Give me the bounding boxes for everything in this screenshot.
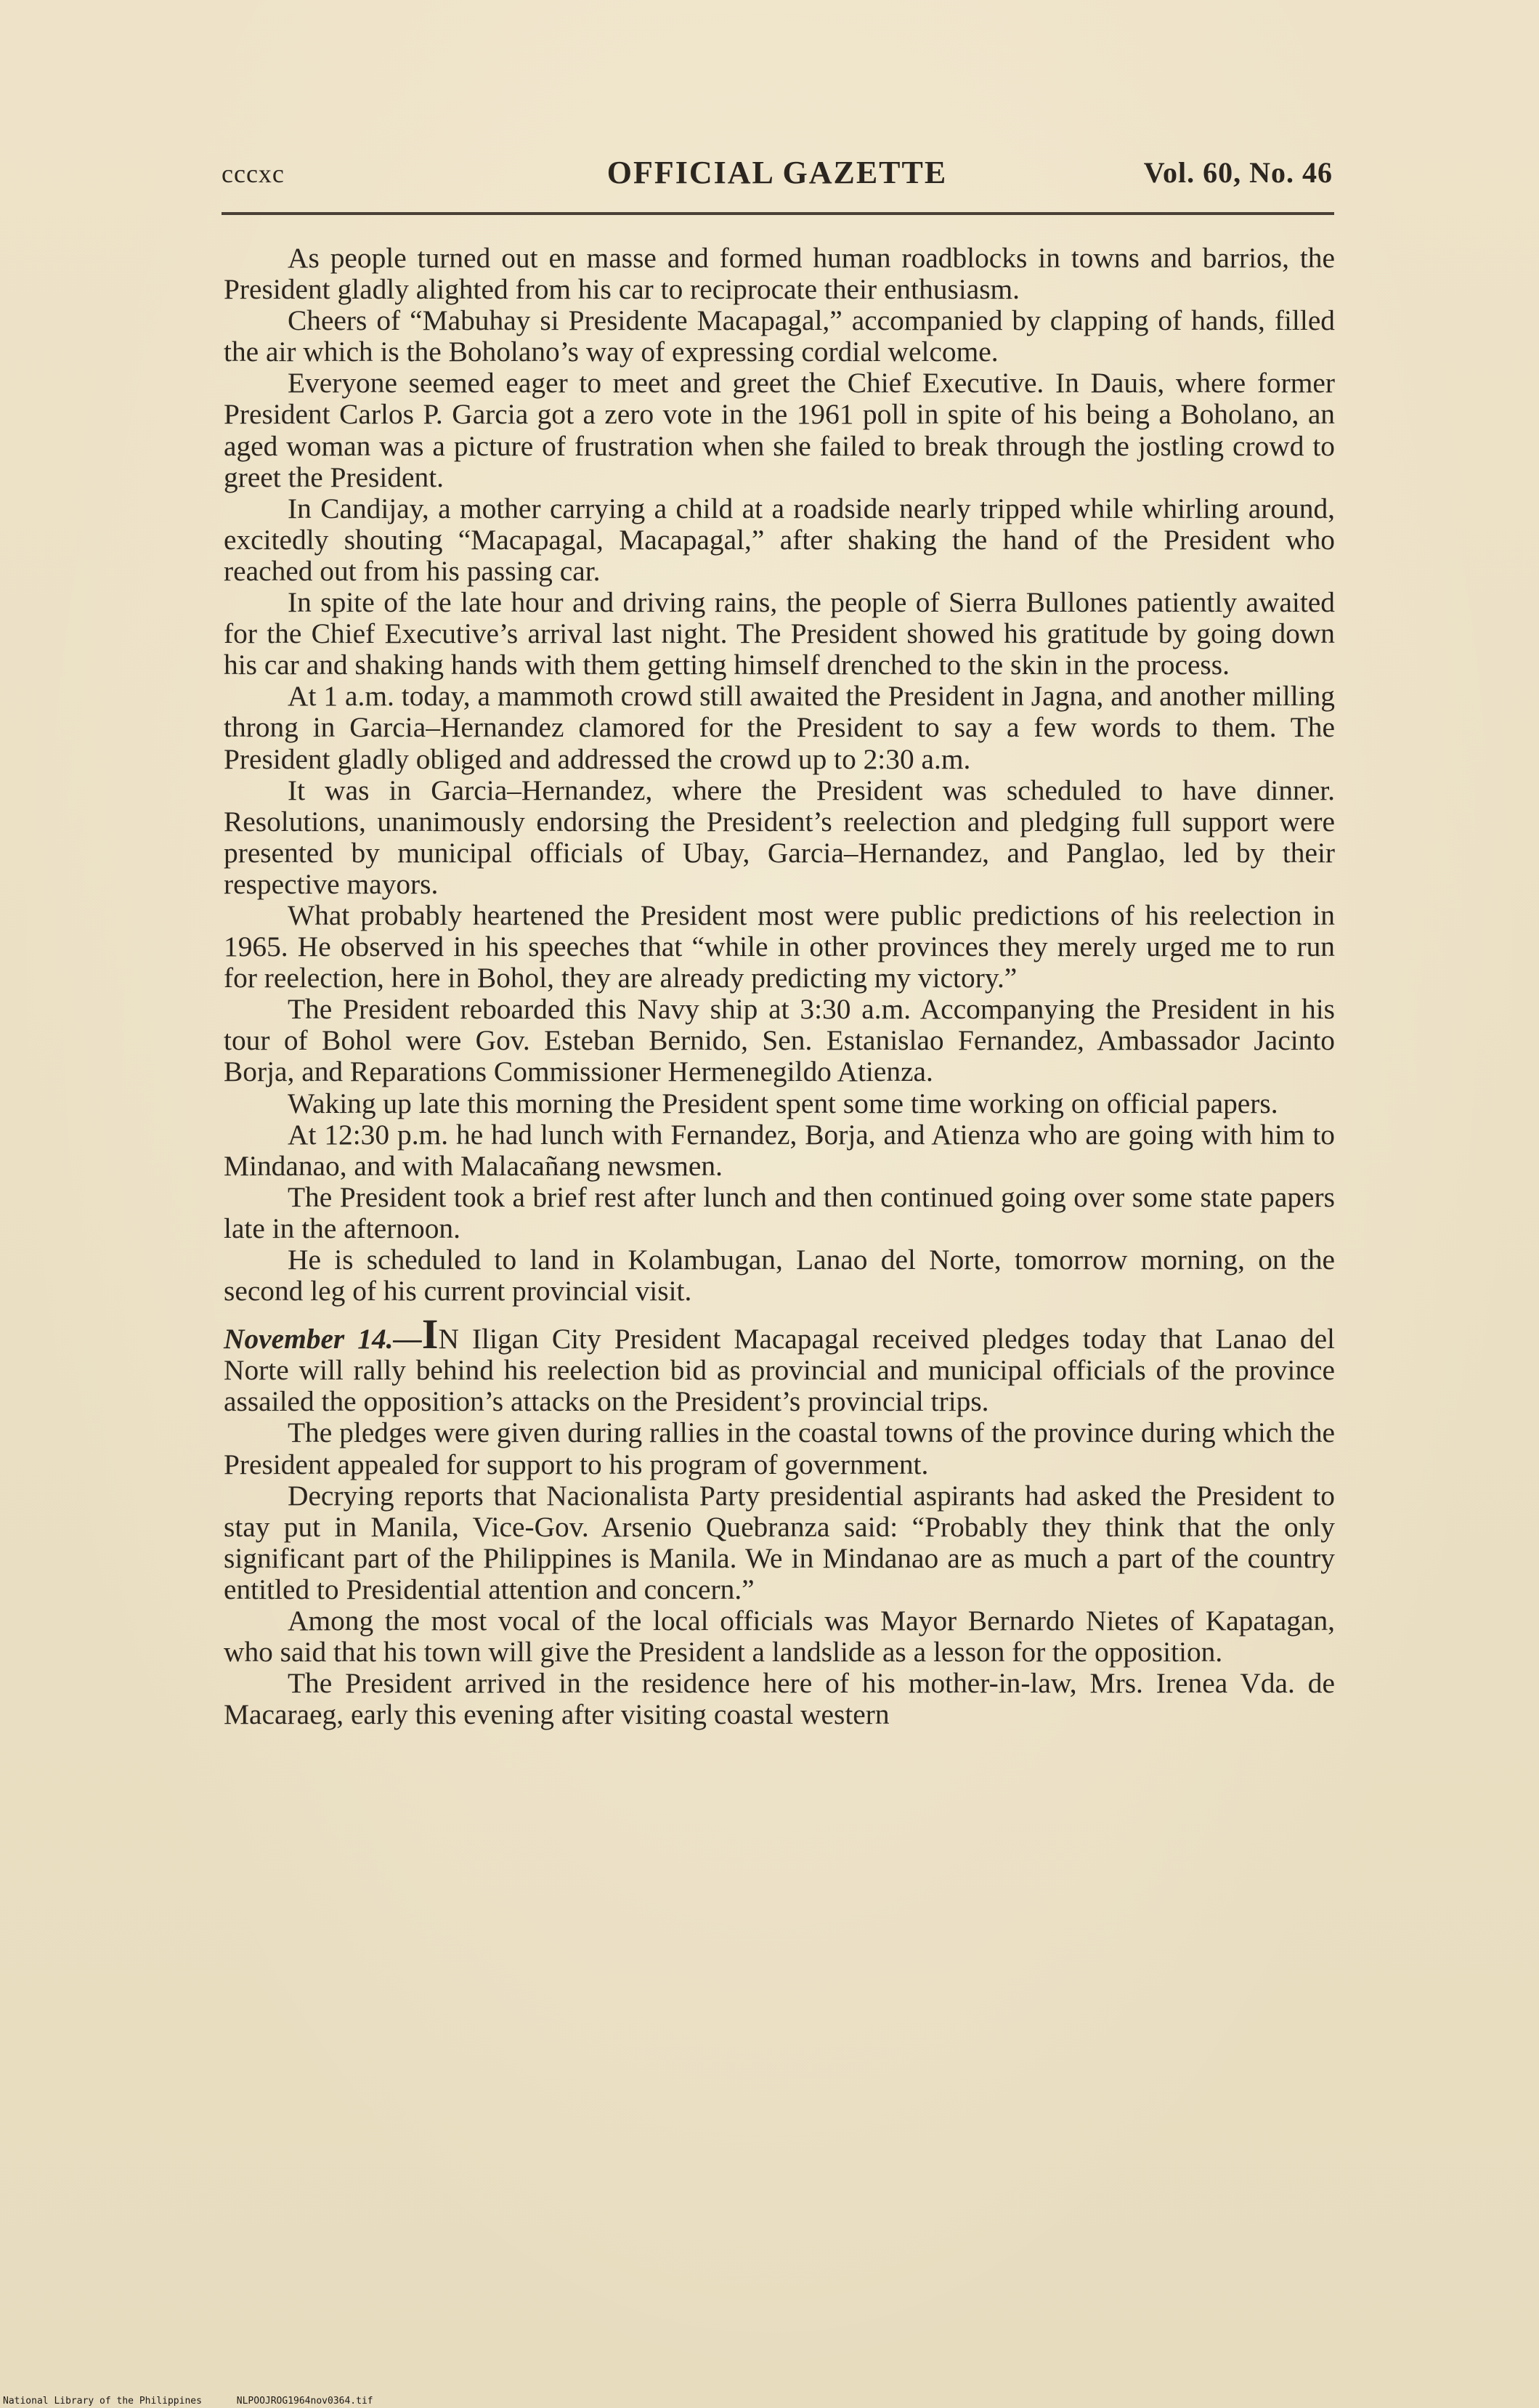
paragraph: The President took a brief rest after lunch and then continued going over some state papers late in the afternoon. [224,1180,1335,1244]
paragraph: It was in Garcia–Hernandez, where the President was scheduled to have dinner. Resolutions, unanimously endorsing the President’s reelection and pledging full support were presented by municipal officials of Ubay, Garcia–Hernandez, and Panglao, led by their respective mayors. [224,774,1335,900]
publication-title: OFFICIAL GAZETTE [606,155,948,190]
paragraph: In spite of the late hour and driving rains, the people of Sierra Bullones patiently awaited for the Chief Executive’s arrival last night. The President showed his gratitude by going down his car and shaking hands with them getting himself drenched to the skin in the process. [224,586,1335,681]
paragraph: Cheers of “Mabuhay si Presidente Macapagal,” accompanied by clapping of hands, filled the air which is the Boholano’s way of expressing cordial welcome. [224,304,1335,368]
volume-number: Vol. 60, No. 46 [1143,156,1333,189]
entry-dateline: November 14.— [224,1323,422,1355]
header-rule [222,212,1334,215]
paragraph: Among the most vocal of the local officials was Mayor Bernardo Nietes of Kapatagan, who said that his town will give the President a landslide as a lesson for the opposition. [224,1605,1335,1669]
paragraph: In Candijay, a mother carrying a child at a roadside nearly tripped while whirling around, excitedly shouting “Macapagal, Macapagal,” after shaking the hand of the President who reached out from his passing car. [224,492,1335,587]
paragraph: At 1 a.m. today, a mammoth crowd still awaited the President in Jagna, and another milling throng in Garcia–Hernandez clamored for the President to say a few words to them. The President gladly obliged and addressed the crowd up to 2:30 a.m. [224,680,1335,775]
paragraph: What probably heartened the President most were public predictions of his reelection in 1965. He observed in his speeches that “while in other provinces they merely urged me to run for reelection, here in Bohol, they are already predicting my victory.” [224,899,1335,994]
scan-filename: NLPOOJROG1964nov0364.tif [236,2396,373,2407]
dated-entry-paragraph [224,1310,1336,1418]
running-header [222,154,1333,198]
paragraph: Everyone seemed eager to meet and greet the Chief Executive. In Dauis, where former President Carlos P. Garcia got a zero vote in the 1961 poll in spite of his being a Boholano, an aged woman was a picture of frustration when she failed to break through the jostling crowd to greet the President. [224,367,1335,493]
page-folio: cccxc [222,159,285,188]
paragraph: Waking up late this morning the President spent some time working on official papers. [288,1087,1278,1119]
entry-text: N Iligan City President Macapagal received pledges today that Lanao del Norte will rally behind his reelection bid as provincial and municipal officials of the province assailed the opposition’s attacks on the President’s provincial trips. [224,1323,1336,1418]
paragraph: He is scheduled to land in Kolambugan, Lanao del Norte, tomorrow morning, on the second leg of his current provincial visit. [224,1244,1335,1308]
library-credit: National Library of the Philippines [3,2396,202,2407]
paragraph: As people turned out en masse and formed human roadblocks in towns and barrios, the President gladly alighted from his car to reciprocate their enthusiasm. [224,242,1335,306]
paragraph: Decrying reports that Nacionalista Party presidential aspirants had asked the President to stay put in Manila, Vice-Gov. Arsenio Quebranza said: “Probably they think that the only significant part of the Philippines is Manila. We in Mindanao are as much a part of the country entitled to Presidential attention and concern.” [224,1479,1335,1605]
drop-cap: I [421,1310,439,1358]
paragraph: At 12:30 p.m. he had lunch with Fernandez, Borja, and Atienza who are going with him to Mindanao, and with Malacañang newsmen. [224,1118,1335,1182]
paragraph: The President reboarded this Navy ship at 3:30 a.m. Accompanying the President in his tour of Bohol were Gov. Esteban Bernido, Sen. Estanislao Fernandez, Ambassador Jacinto Borja, and Reparations Commissioner Hermenegildo Atienza. [224,993,1335,1088]
paragraph: The President arrived in the residence here of his mother-in-law, Mrs. Irenea Vda. de Macaraeg, early this evening after visiting coastal western [224,1667,1335,1731]
article-body [224,243,1335,1730]
paragraph: The pledges were given during rallies in the coastal towns of the province during which the President appealed for support to his program of government. [224,1416,1335,1480]
scan-footer [3,2396,511,2407]
